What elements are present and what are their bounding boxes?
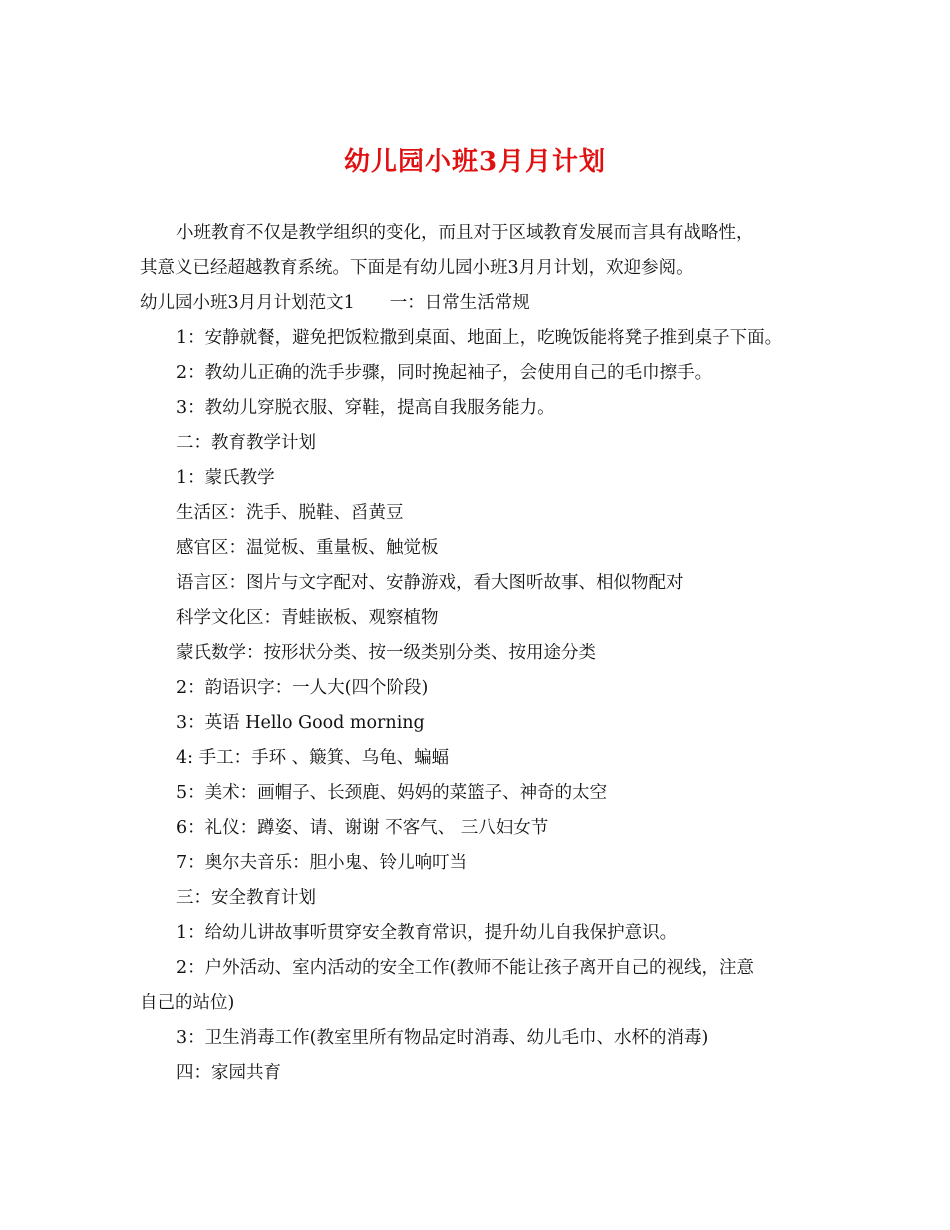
list-item: 2：教幼儿正确的洗手步骤，同时挽起袖子，会使用自己的毛巾擦手。 <box>176 363 713 383</box>
section-heading: 二：教育教学计划 <box>176 433 316 453</box>
section-heading: 三：安全教育计划 <box>176 888 316 908</box>
list-item: 2：韵语识字：一人大(四个阶段) <box>176 678 429 698</box>
list-item: 7：奥尔夫音乐：胆小鬼、铃儿响叮当 <box>176 853 468 873</box>
list-item: 5：美术：画帽子、长颈鹿、妈妈的菜篮子、神奇的太空 <box>176 783 608 803</box>
list-item: 3：卫生消毒工作(教室里所有物品定时消毒、幼儿毛巾、水杯的消毒) <box>176 1028 709 1048</box>
section-heading: 四：家园共育 <box>176 1063 281 1083</box>
list-item: 3：教幼儿穿脱衣服、穿鞋，提高自我服务能力。 <box>176 398 555 418</box>
paragraph-line-intro-2: 其意义已经超越教育系统。下面是有幼儿园小班3月月计划，欢迎参阅。 <box>140 258 694 278</box>
list-item: 2：户外活动、室内活动的安全工作(教师不能让孩子离开自己的视线，注意 <box>176 958 754 978</box>
list-item: 3：英语 Hello Good morning <box>176 713 425 733</box>
list-item: 生活区：洗手、脱鞋、舀黄豆 <box>176 503 404 523</box>
list-item: 1：安静就餐，避免把饭粒撒到桌面、地面上，吃晚饭能将凳子推到桌子下面。 <box>176 328 783 348</box>
list-item: 感官区：温觉板、重量板、触觉板 <box>176 538 439 558</box>
list-item: 6：礼仪：蹲姿、请、谢谢 不客气、 三八妇女节 <box>176 818 549 838</box>
document-title: 幼儿园小班3月月计划 <box>343 147 607 177</box>
list-item: 科学文化区：青蛙嵌板、观察植物 <box>176 608 439 628</box>
paragraph-line-intro-1: 小班教育不仅是教学组织的变化，而且对于区域教育发展而言具有战略性， <box>176 223 754 243</box>
list-item-continuation: 自己的站位) <box>140 993 235 1013</box>
list-item: 4: 手工：手环 、簸箕、乌龟、蝙蝠 <box>176 748 450 768</box>
list-item: 语言区：图片与文字配对、安静游戏，看大图听故事、相似物配对 <box>176 573 684 593</box>
paragraph-line-sample-heading: 幼儿园小班3月月计划范文1 一：日常生活常规 <box>140 293 530 313</box>
list-item: 1：蒙氏教学 <box>176 468 275 488</box>
list-item: 1：给幼儿讲故事听贯穿安全教育常识，提升幼儿自我保护意识。 <box>176 923 678 943</box>
list-item: 蒙氏数学：按形状分类、按一级类别分类、按用途分类 <box>176 643 596 663</box>
